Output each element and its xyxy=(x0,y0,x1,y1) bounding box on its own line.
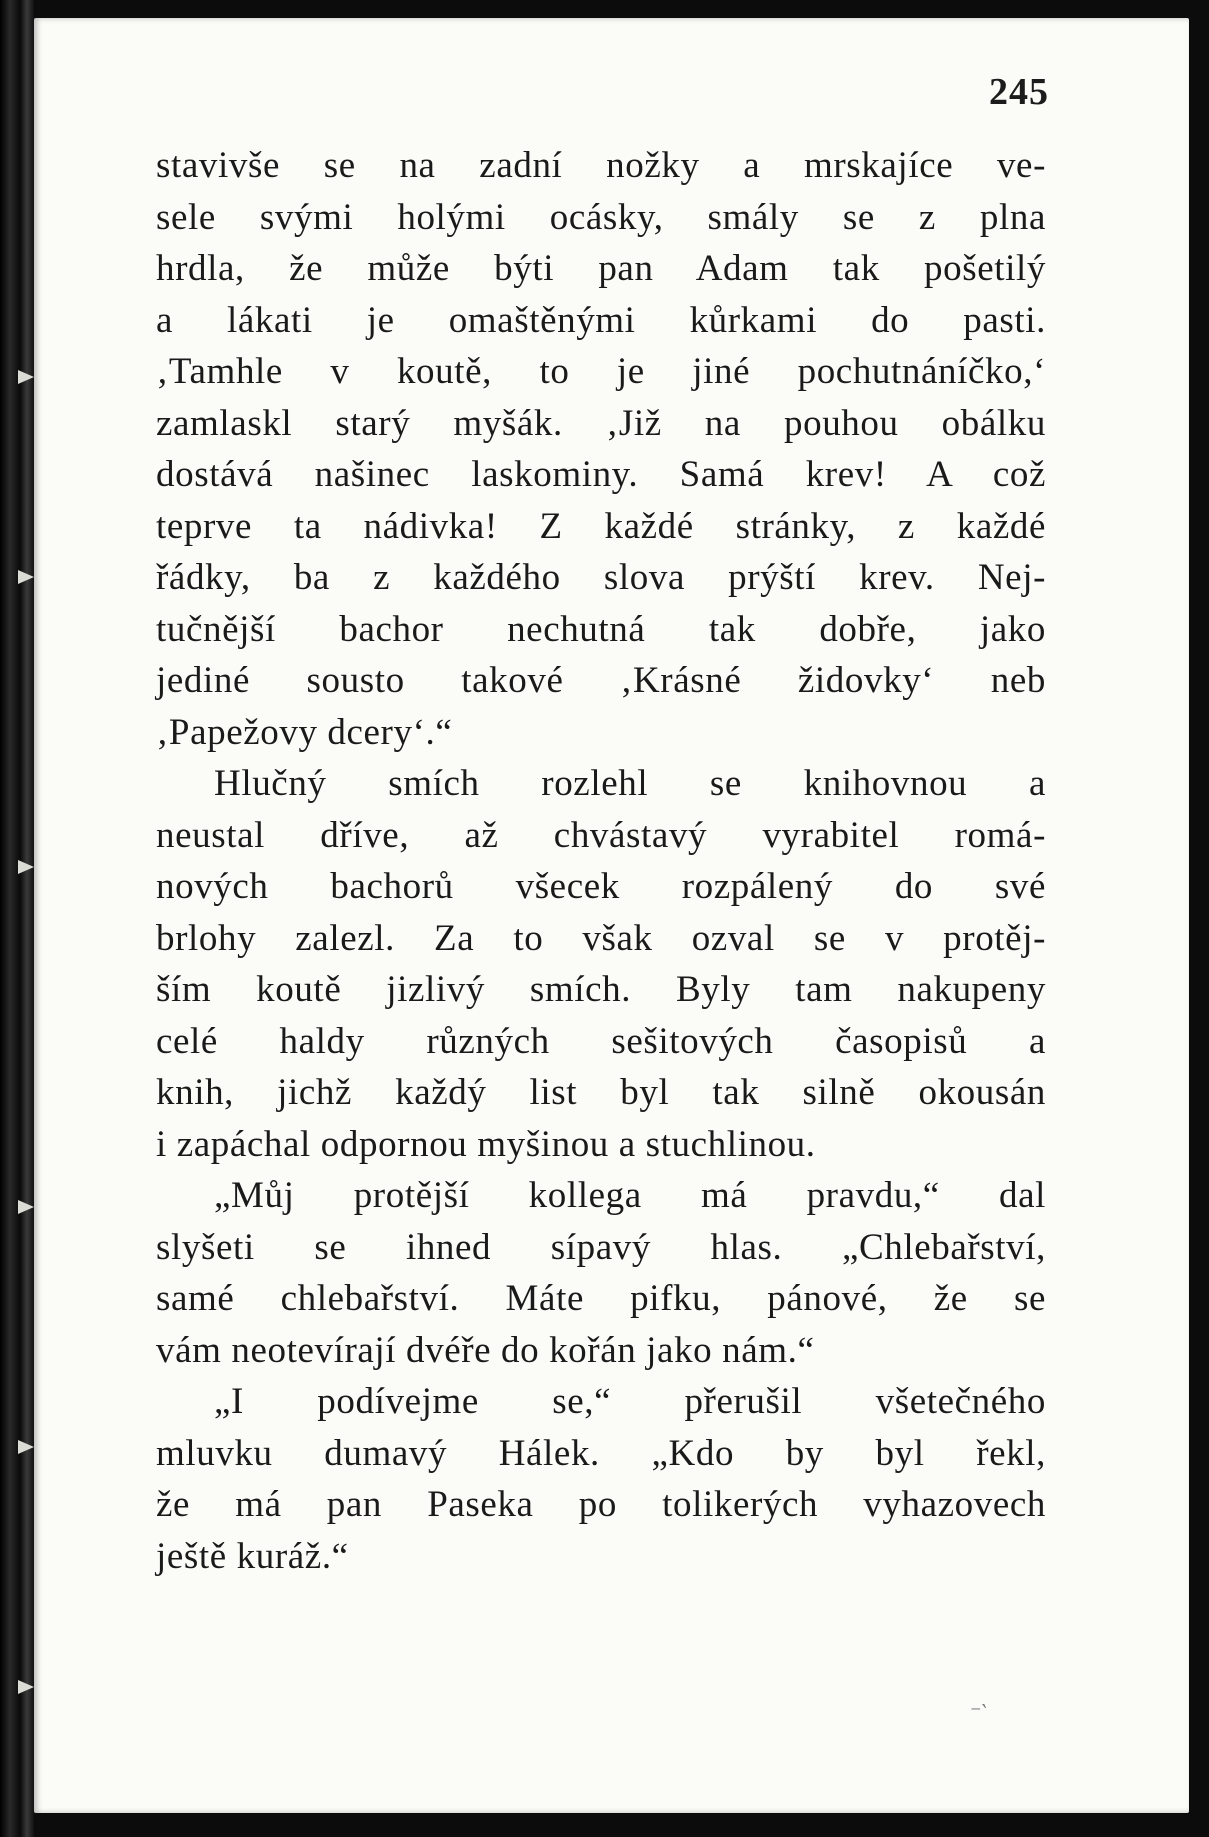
text-line: mluvku dumavý Hálek. „Kdo by byl řekl, xyxy=(156,1432,1046,1474)
text-line: vám neotevírají dvéře do kořán jako nám.“ xyxy=(156,1329,815,1371)
text-line: že má pan Paseka po tolikerých vyhazovech xyxy=(156,1484,1046,1525)
text-line: i zapáchal odpornou myšinou a stuchlinou. xyxy=(156,1123,816,1165)
text-line: neustal dříve, až chvástavý vyrabitel romá- xyxy=(156,814,1046,856)
text-line: tučnější bachor nechutná tak dobře, jako xyxy=(156,608,1046,650)
text-line: sele svými holými ocásky, smály se z plna xyxy=(156,196,1046,238)
spine-tab-marker xyxy=(18,570,34,584)
spine-tab-marker xyxy=(18,1680,34,1694)
spine-tab-marker xyxy=(18,370,34,384)
text-line: a lákati je omaštěnými kůrkami do pasti. xyxy=(156,299,1046,341)
text-line: stavivše se na zadní nožky a mrskajíce ve- xyxy=(156,145,1046,186)
page-number: 245 xyxy=(989,71,1049,113)
spine-tab-marker xyxy=(18,860,34,874)
book-spine-edge xyxy=(0,0,34,1837)
stray-mark: ⁻‵ xyxy=(970,1700,987,1725)
text-line: samé chlebařství. Máte pifku, pánové, že se xyxy=(156,1278,1046,1319)
text-line: Hlučný smích rozlehl se knihovnou a xyxy=(214,763,1046,804)
text-line: brlohy zalezl. Za to však ozval se v protěj- xyxy=(156,917,1046,959)
text-line: jediné sousto takové ‚Krásné židovky‘ neb xyxy=(156,660,1046,701)
text-line: knih, jichž každý list byl tak silně okousán xyxy=(156,1072,1046,1113)
text-line: slyšeti se ihned sípavý hlas. „Chlebařství, xyxy=(156,1226,1046,1268)
text-line: celé haldy různých sešitových časopisů a xyxy=(156,1020,1046,1062)
text-line: řádky, ba z každého slova prýští krev. Nej- xyxy=(156,557,1046,598)
spine-tab-marker xyxy=(18,1200,34,1214)
text-line: ještě kuráž.“ xyxy=(156,1535,349,1577)
text-line: nových bachorů všecek rozpálený do své xyxy=(156,866,1046,907)
body-text xyxy=(156,140,1046,1582)
text-line: dostává našinec laskominy. Samá krev! A což xyxy=(156,454,1046,495)
text-line: „I podívejme se,“ přerušil všetečného xyxy=(214,1381,1046,1422)
text-line: „Můj protější kollega má pravdu,“ dal xyxy=(214,1175,1046,1216)
text-line: ‚Tamhle v koutě, to je jiné pochutnáníčko,‘ xyxy=(156,351,1046,392)
text-line: ším koutě jizlivý smích. Byly tam nakupeny xyxy=(156,969,1046,1010)
spine-tab-marker xyxy=(18,1440,34,1454)
text-line: zamlaskl starý myšák. ‚Již na pouhou obálku xyxy=(156,402,1046,444)
text-line: teprve ta nádivka! Z každé stránky, z každé xyxy=(156,505,1046,547)
text-line: ‚Papežovy dcery‘.“ xyxy=(156,711,453,753)
text-line: hrdla, že může býti pan Adam tak pošetilý xyxy=(156,248,1046,289)
